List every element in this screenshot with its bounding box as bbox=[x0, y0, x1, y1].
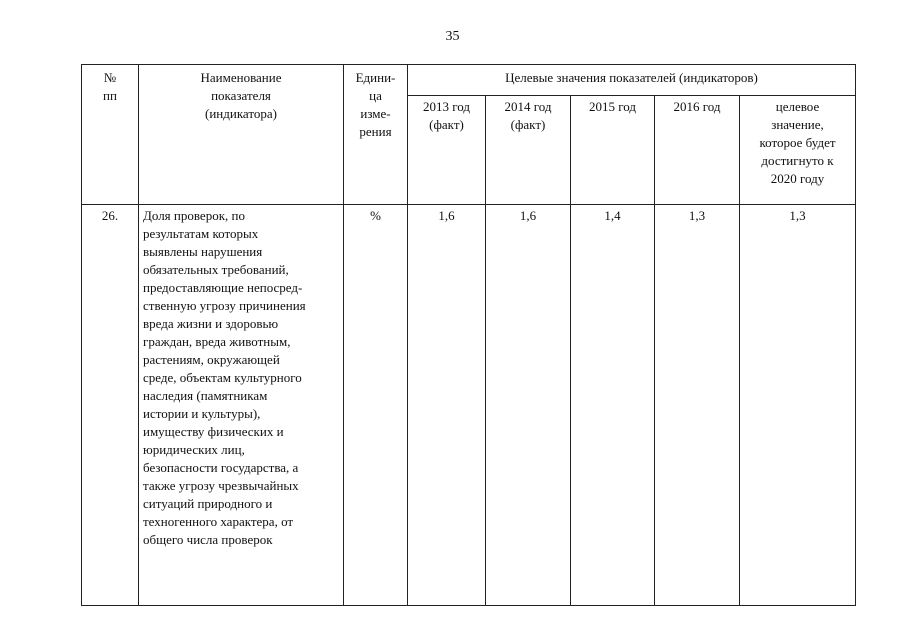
row-name-line: ственную угрозу причинения bbox=[143, 298, 306, 313]
row-name-line: результатам которых bbox=[143, 226, 259, 241]
header-year-2016 bbox=[655, 96, 740, 205]
header-target-2020 bbox=[740, 96, 856, 205]
row-name-line: среде, объектам культурного bbox=[143, 370, 302, 385]
row-name-line: имуществу физических и bbox=[143, 424, 284, 439]
row-name-line: общего числа проверок bbox=[143, 532, 273, 547]
indicators-table bbox=[81, 64, 856, 606]
header-number-line: № bbox=[103, 70, 117, 85]
header-year-line: (факт) bbox=[429, 117, 464, 132]
header-year-line: 2015 год bbox=[589, 99, 636, 114]
header-row-top bbox=[82, 65, 856, 96]
header-target-line: 2020 году bbox=[770, 171, 825, 186]
row-value-2013: 1,6 bbox=[408, 205, 486, 606]
row-name-line: ситуаций природного и bbox=[143, 496, 273, 511]
header-number-line: пп bbox=[103, 88, 117, 103]
header-name-line: показателя bbox=[211, 88, 271, 103]
row-unit: % bbox=[344, 205, 408, 606]
row-name-line: обязательных требований, bbox=[143, 262, 289, 277]
row-value-2015: 1,4 bbox=[571, 205, 655, 606]
row-name-line: юридических лиц, bbox=[143, 442, 245, 457]
header-name-line: Наименование bbox=[200, 70, 282, 85]
header-target-line: достигнуто к bbox=[761, 153, 834, 168]
row-name-line: выявлены нарушения bbox=[143, 244, 263, 259]
row-name-line: Доля проверок, по bbox=[143, 208, 245, 223]
row-name-line: предоставляющие непосред- bbox=[143, 280, 303, 295]
header-year-2014 bbox=[486, 96, 571, 205]
row-value-2014: 1,6 bbox=[486, 205, 571, 606]
header-target-line: значение, bbox=[771, 117, 824, 132]
row-value-target-2020: 1,3 bbox=[740, 205, 856, 606]
header-unit-line: рения bbox=[359, 124, 392, 139]
row-number: 26. bbox=[82, 205, 139, 606]
header-unit-line: ца bbox=[369, 88, 382, 103]
page-number: 35 bbox=[445, 29, 460, 44]
header-unit-cell bbox=[344, 65, 408, 205]
header-year-line: 2014 год bbox=[504, 99, 552, 114]
row-name-line: наследия (памятникам bbox=[143, 388, 268, 403]
header-name-cell bbox=[139, 65, 344, 205]
header-year-line: 2013 год bbox=[423, 99, 470, 114]
header-year-2013 bbox=[408, 96, 486, 205]
row-name-line: также угрозу чрезвычайных bbox=[143, 478, 299, 493]
row-value-2016: 1,3 bbox=[655, 205, 740, 606]
header-unit-line: изме- bbox=[360, 106, 391, 121]
header-target-line: которое будет bbox=[759, 135, 836, 150]
header-unit-line: Едини- bbox=[355, 70, 396, 85]
row-name-line: безопасности государства, а bbox=[143, 460, 299, 475]
header-year-line: (факт) bbox=[510, 117, 546, 132]
row-name-line: растениям, окружающей bbox=[143, 352, 280, 367]
header-year-2015 bbox=[571, 96, 655, 205]
row-name-line: граждан, вреда животным, bbox=[143, 334, 291, 349]
row-name-line: вреда жизни и здоровью bbox=[143, 316, 279, 331]
header-target-values: Целевые значения показателей (индикаторов) bbox=[408, 65, 856, 96]
header-year-line: 2016 год bbox=[673, 99, 721, 114]
header-number-cell bbox=[82, 65, 139, 205]
table-row bbox=[82, 205, 856, 606]
header-target-line: целевое bbox=[775, 99, 820, 114]
header-name-line: (индикатора) bbox=[205, 106, 277, 121]
row-name-line: истории и культуры), bbox=[143, 406, 261, 421]
row-name-line: техногенного характера, от bbox=[143, 514, 294, 529]
row-indicator-name bbox=[139, 205, 344, 606]
